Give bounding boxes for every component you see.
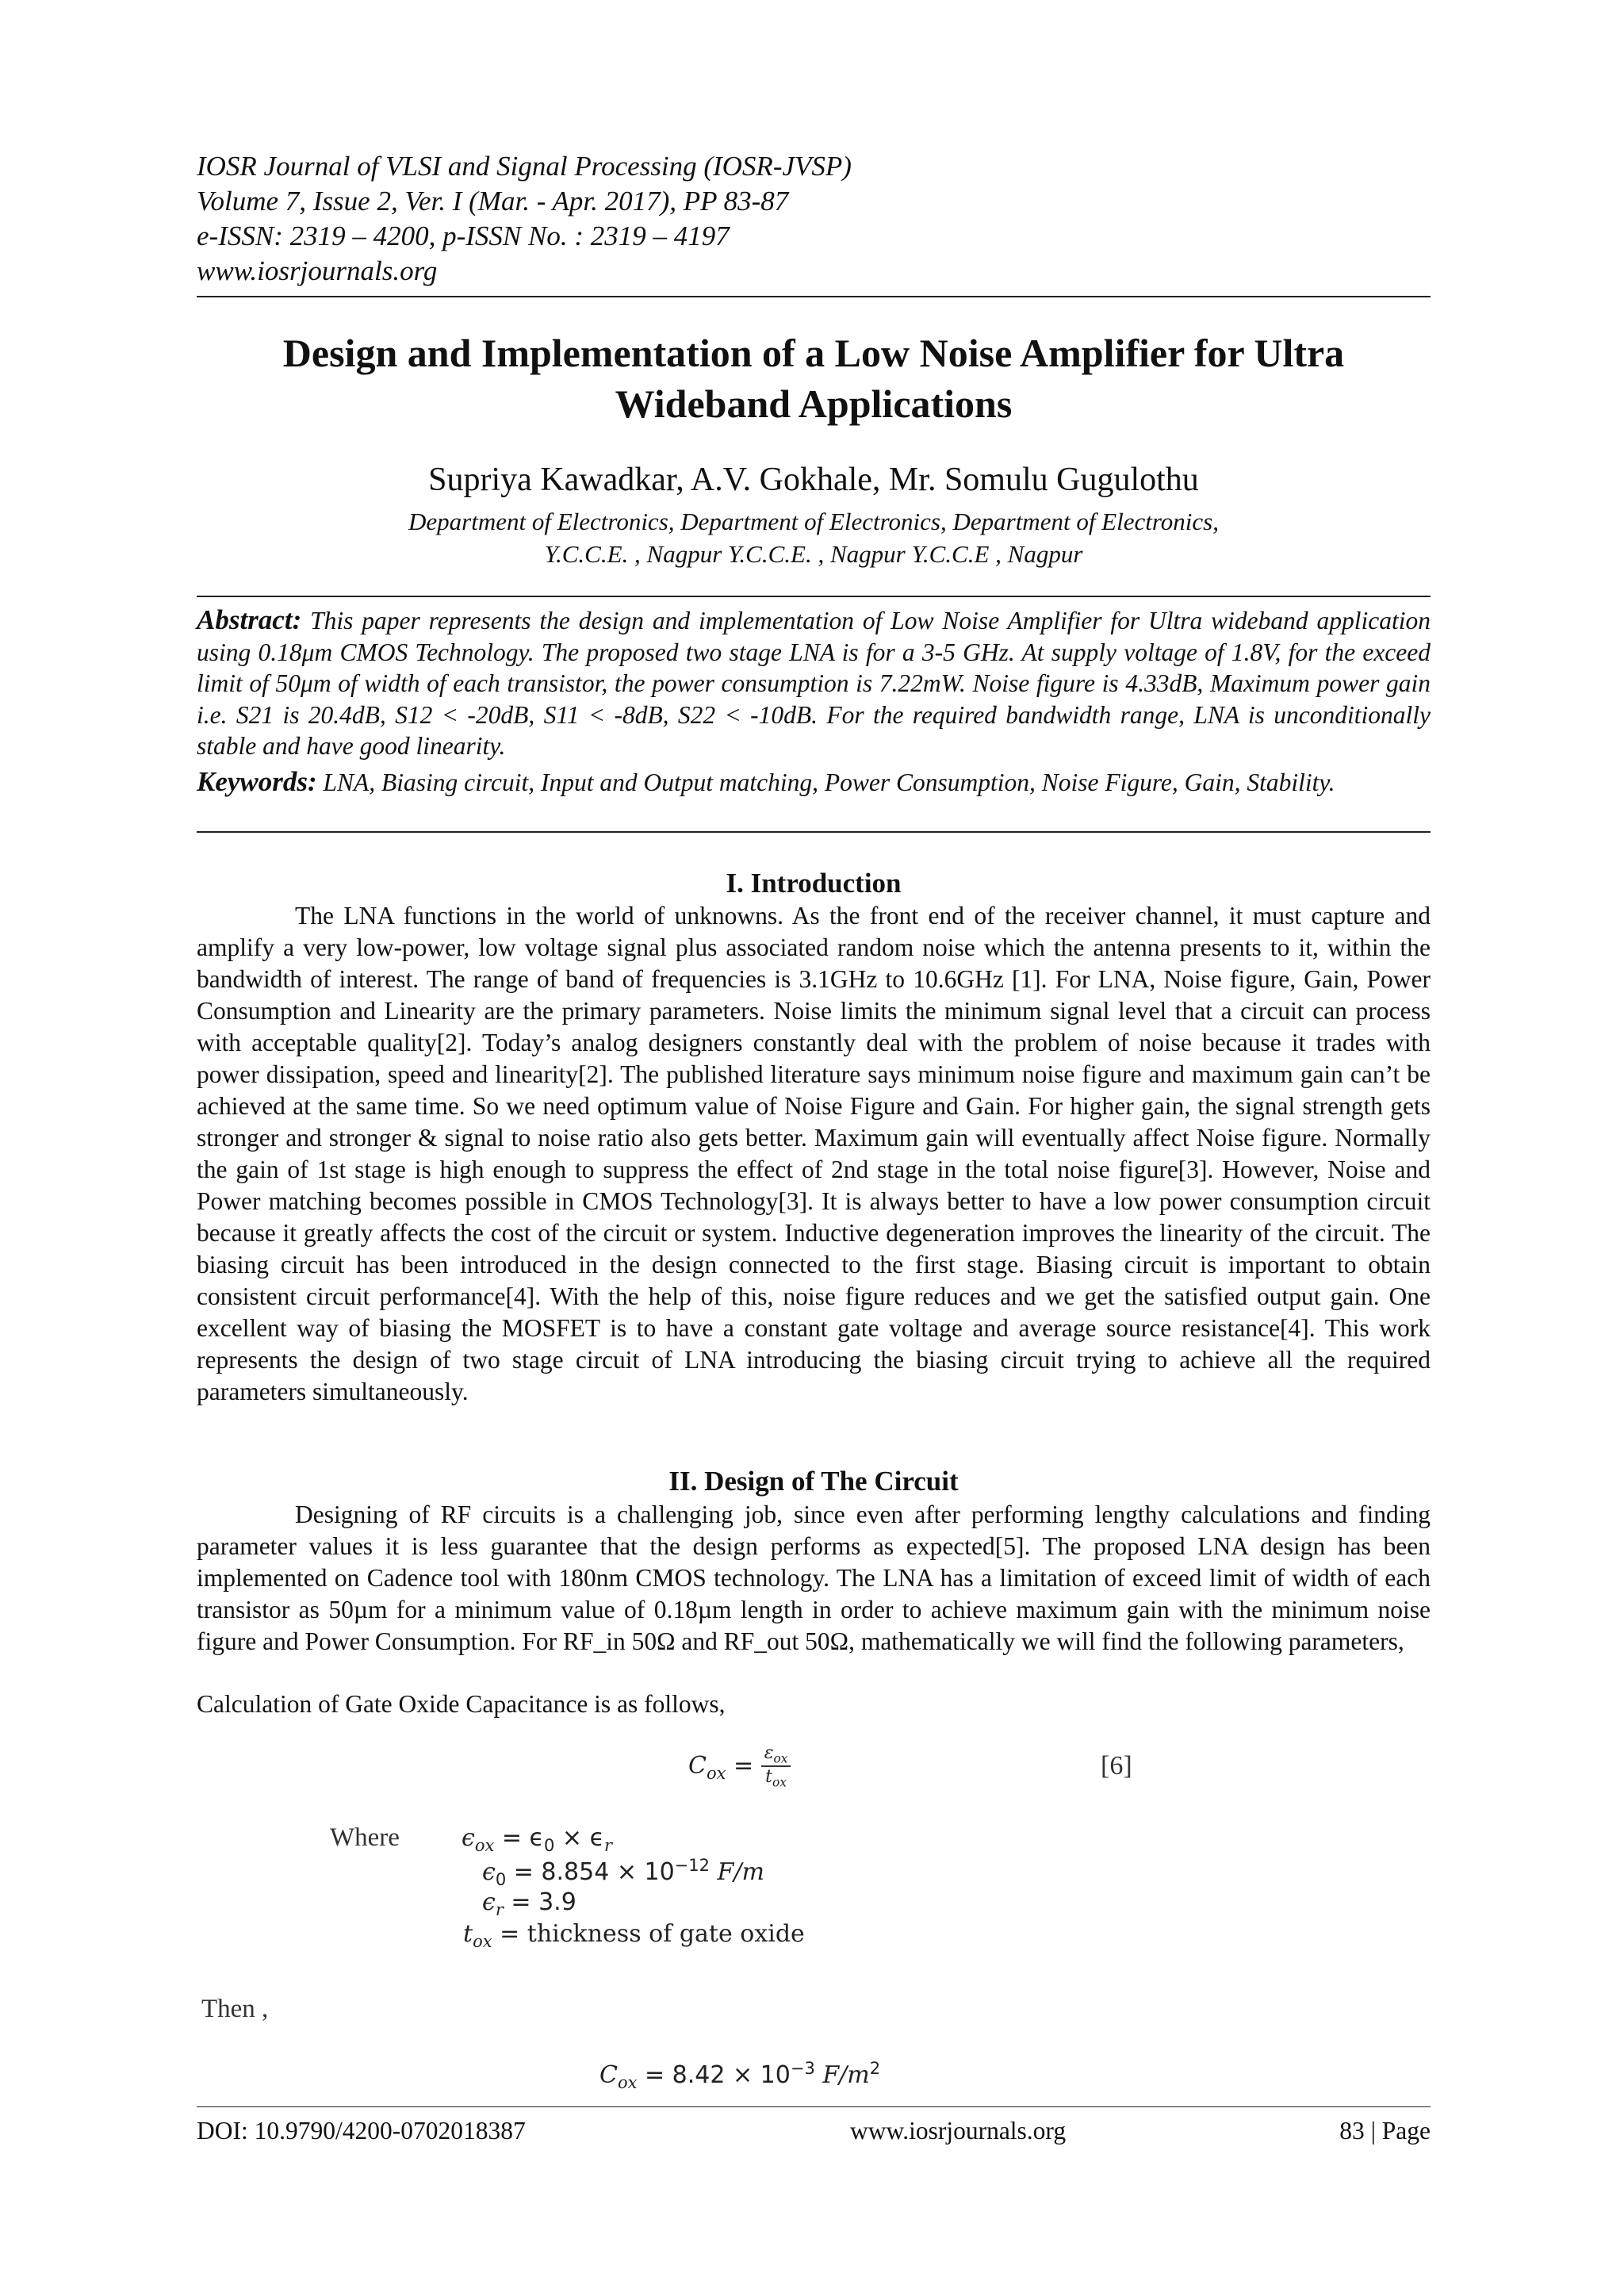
affiliation-line-2: Y.C.C.E. , Nagpur Y.C.C.E. , Nagpur Y.C.C.E , Nagpur: [544, 540, 1083, 568]
keywords-label: Keywords:: [197, 766, 317, 797]
keywords-text: LNA, Biasing circuit, Input and Output matching, Power Consumption, Noise Figure, Gain, Stability.: [316, 769, 1335, 796]
author-list: Supriya Kawadkar, A.V. Gokhale, Mr. Somulu Gugulothu: [428, 462, 1199, 498]
abstract: [197, 604, 1431, 762]
design-body: [197, 1499, 1431, 1658]
abstract-text: This paper represents the design and implementation of Low Noise Amplifier for Ultra wideband application using 0.18μm CMOS Technology. The proposed two stage LNA is for a 3-5 GHz. At supply voltage of 1.8V, for the exceed limit of 50μm of width of each transistor, the power consumption is 7.22mW. Noise figure is 4.33dB, Maximum power gain i.e. S21 is 20.4dB, S12 < -20dB, S11 < -8dB, S22 < -10dB. For the required bandwidth range, LNA is unconditionally stable and have good linearity.: [197, 607, 1431, 760]
journal-volume: Volume 7, Issue 2, Ver. I (Mar. - Apr. 2017), PP 83-87: [197, 186, 789, 217]
footer-page-number: 83 | Page: [1339, 2117, 1431, 2145]
title-line-1: Design and Implementation of a Low Noise Amplifier for Ultra: [282, 331, 1345, 375]
then-label: Then ,: [201, 1995, 269, 2023]
title-line-2: Wideband Applications: [615, 381, 1013, 426]
journal-website: www.iosrjournals.org: [197, 255, 438, 286]
where-line-epsilon-r: $\epsilon_r = 3.9$: [482, 1888, 576, 1919]
header-rule: [197, 296, 1431, 297]
affiliations: [197, 505, 1431, 570]
calculation-intro: Calculation of Gate Oxide Capacitance is as follows,: [197, 1690, 726, 1718]
keywords: [197, 766, 1431, 799]
footer-rule: [197, 2106, 1431, 2107]
paper-title: [197, 328, 1431, 429]
equation-cox-definition: $C_{ox}$ = $\frac{\varepsilon_{ox}}{t_{ox}}$: [688, 1743, 791, 1790]
equation-fraction: $\frac{\varepsilon_{ox}}{t_{ox}}$: [761, 1743, 791, 1790]
equation-reference: [6]: [1101, 1751, 1132, 1780]
where-line-epsilon-0: $\epsilon_0 = 8.854 \times 10^{-12}$ F/m: [482, 1856, 764, 1889]
where-line-epsilon-ox: $\epsilon_{ox} = \epsilon_0 \times \epsilon_r$: [462, 1824, 613, 1855]
where-line-t-ox: $t_{ox}$ = thickness of gate oxide: [463, 1920, 805, 1951]
where-label: Where: [330, 1823, 400, 1852]
design-paragraph: Designing of RF circuits is a challenging job, since even after performing lengthy calculations and finding parameter values it is less guarantee that the design performs as expected[5]. The proposed LNA design has been implemented on Cadence tool with 180nm CMOS technology. The LNA has a limitation of exceed limit of width of each transistor as 50µm for a minimum value of 0.18µm length in order to achieve maximum gain with the minimum noise figure and Power Consumption. For RF_in 50Ω and RF_out 50Ω, mathematically we will find the following parameters,: [197, 1501, 1431, 1655]
footer-doi: DOI: 10.9790/4200-0702018387: [197, 2117, 526, 2145]
section-heading-introduction: I. Introduction: [726, 868, 902, 899]
journal-header: [197, 149, 1431, 289]
equation-cox-result: $C_{ox} = 8.42 \times 10^{-3}$ $F/m^2$: [599, 2059, 881, 2092]
section-heading-design: II. Design of The Circuit: [668, 1466, 959, 1497]
abstract-label: Abstract:: [197, 604, 302, 635]
introduction-paragraph: The LNA functions in the world of unknowns. As the front end of the receiver channel, it must capture and amplify a very low-power, low voltage signal plus associated random noise which the antenna presents to it, within the bandwidth of interest. The range of band of frequencies is 3.1GHz to 10.6GHz [1]. For LNA, Noise figure, Gain, Power Consumption and Linearity are the primary parameters. Noise limits the minimum signal level that a circuit can process with acceptable quality[2]. Today’s analog designers constantly deal with the problem of noise because it trades with power dissipation, speed and linearity[2]. The published literature says minimum noise figure and maximum gain can’t be achieved at the same time. So we need optimum value of Noise Figure and Gain. For higher gain, the signal strength gets stronger and stronger & signal to noise ratio also gets better. Maximum gain will eventually affect Noise figure. Normally the gain of 1st stage is high enough to suppress the effect of 2nd stage in the total noise figure[3]. However, Noise and Power matching becomes possible in CMOS Technology[3]. It is always better to have a low power consumption circuit because it greatly affects the cost of the circuit or system. Inductive degeneration improves the linearity of the circuit. The biasing circuit has been introduced in the design connected to the first stage. Biasing circuit is important to obtain consistent circuit performance[4]. With the help of this, noise figure reduces and we get the satisfied output gain. One excellent way of biasing the MOSFET is to have a constant gate voltage and average source resistance[4]. This work represents the design of two stage circuit of LNA introducing the biasing circuit trying to achieve all the required parameters simultaneously.: [197, 902, 1431, 1405]
footer-website: www.iosrjournals.org: [850, 2117, 1067, 2145]
abstract-top-rule: [197, 596, 1431, 597]
introduction-body: [197, 900, 1431, 1408]
affiliation-line-1: Department of Electronics, Department of Electronics, Department of Electronics,: [408, 508, 1219, 535]
abstract-bottom-rule: [197, 831, 1431, 833]
journal-name: IOSR Journal of VLSI and Signal Processing (IOSR-JVSP): [197, 151, 852, 182]
journal-issn: e-ISSN: 2319 – 4200, p-ISSN No. : 2319 – 4197: [197, 220, 730, 251]
